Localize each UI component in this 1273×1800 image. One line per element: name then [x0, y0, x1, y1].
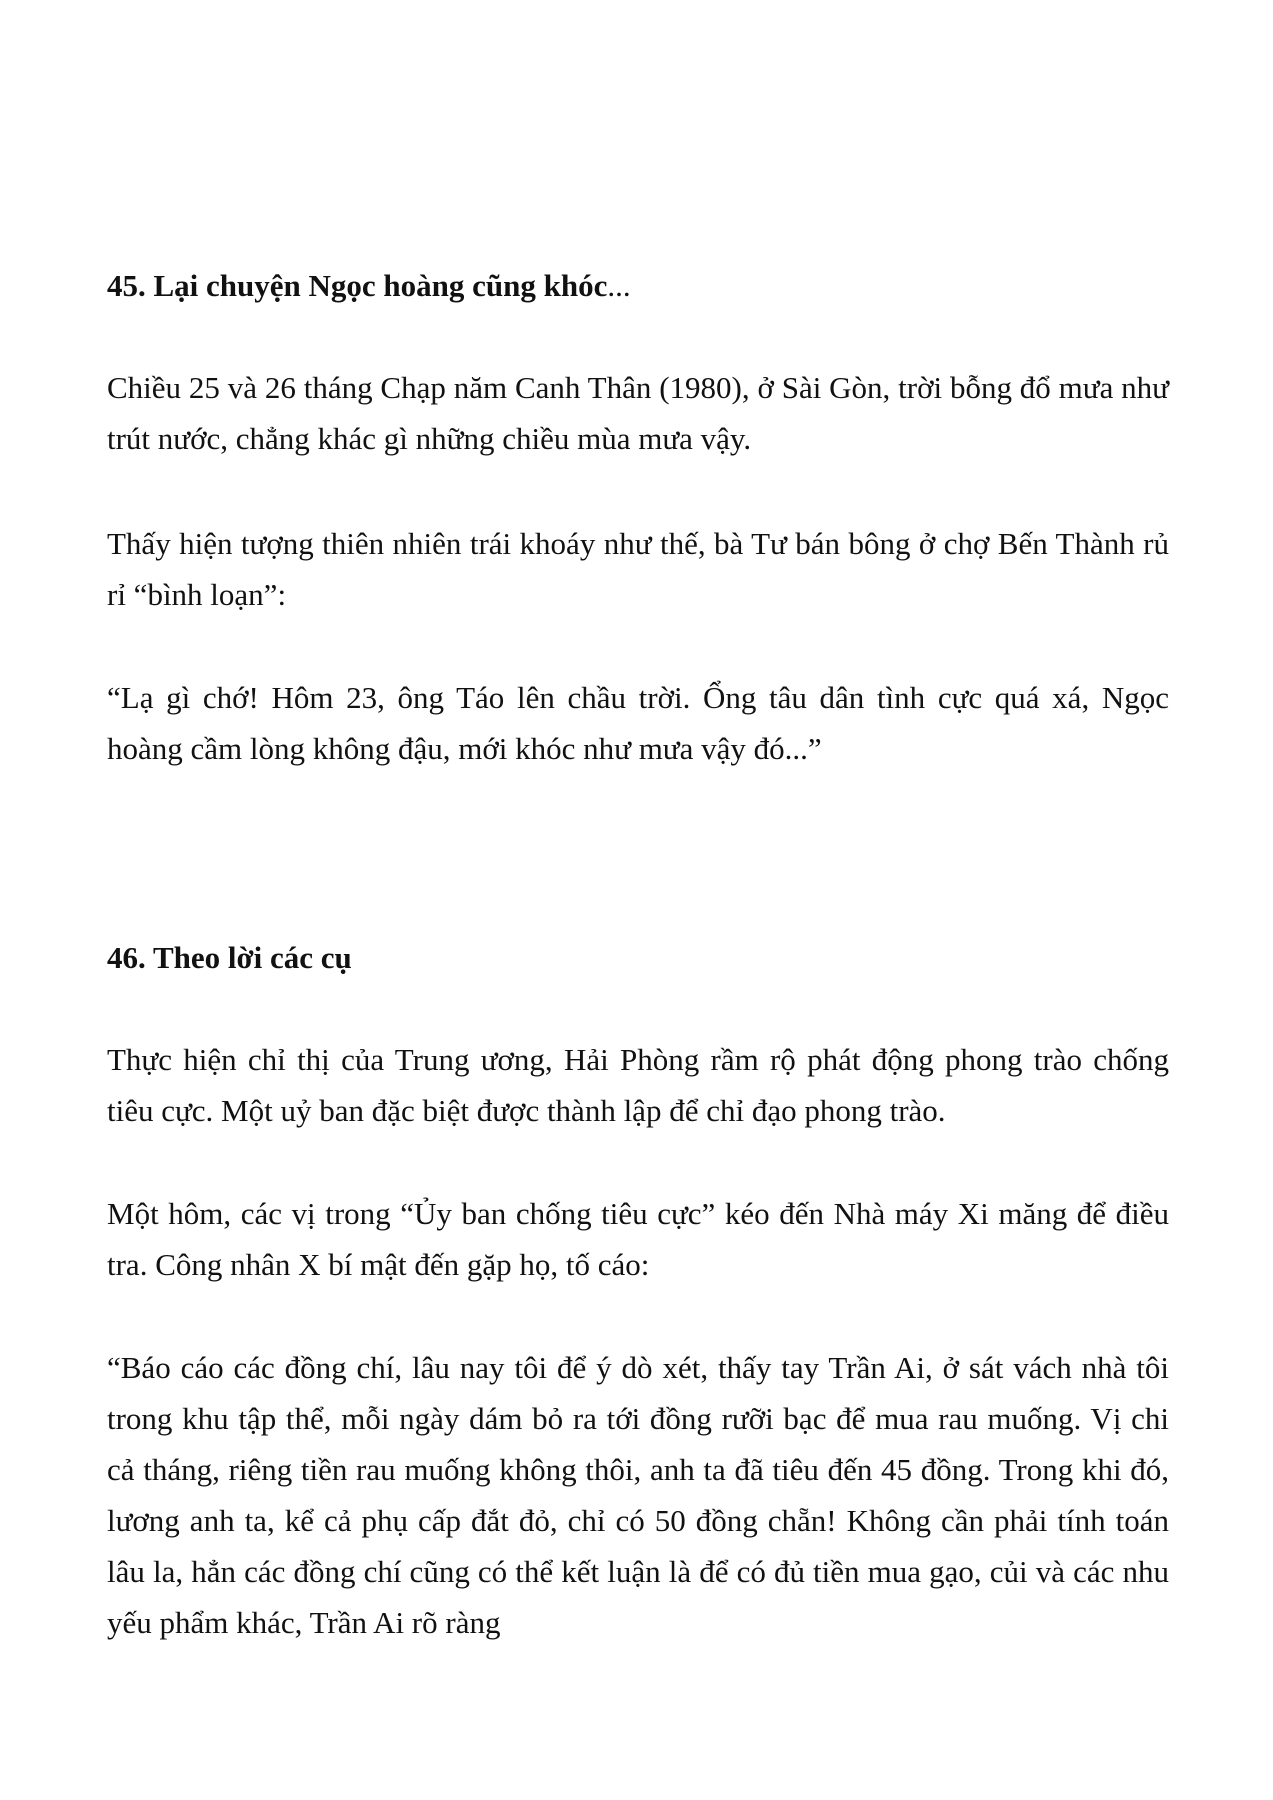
section-45-paragraph-3: “Lạ gì chớ! Hôm 23, ông Táo lên chầu trời. Ổng tâu dân tình cực quá xá, Ngọc hoàng cầm lòng không đậu, mới khóc như mưa vậy đó...” [107, 680, 1169, 766]
section-45-paragraph-2: Thấy hiện tượng thiên nhiên trái khoáy như thế, bà Tư bán bông ở chợ Bến Thành rủ rỉ “bình loạn”: [107, 526, 1169, 612]
section-46-paragraph-1: Thực hiện chỉ thị của Trung ương, Hải Phòng rầm rộ phát động phong trào chống tiêu cực. Một uỷ ban đặc biệt được thành lập để chỉ đạo phong trào. [107, 1042, 1169, 1128]
section-45-heading-ellipsis: ... [607, 268, 631, 303]
section-45-heading-title: 45. Lại chuyện Ngọc hoàng cũng khóc [107, 268, 608, 303]
section-45-paragraph-1: Chiều 25 và 26 tháng Chạp năm Canh Thân (1980), ở Sài Gòn, trời bỗng đổ mưa như trút nước, chẳng khác gì những chiều mùa mưa vậy. [107, 370, 1169, 456]
section-46-heading-title: 46. Theo lời các cụ [107, 940, 352, 975]
section-45-heading [107, 266, 631, 306]
section-46-heading [107, 938, 352, 978]
section-46-paragraph-2: Một hôm, các vị trong “Ủy ban chống tiêu cực” kéo đến Nhà máy Xi măng để điều tra. Công nhân X bí mật đến gặp họ, tố cáo: [107, 1196, 1169, 1282]
section-46-paragraph-3: “Báo cáo các đồng chí, lâu nay tôi để ý dò xét, thấy tay Trần Ai, ở sát vách nhà tôi trong khu tập thể, mỗi ngày dám bỏ ra tới đồng rưỡi bạc để mua rau muống. Vị chi cả tháng, riêng tiền rau muống không thôi, anh ta đã tiêu đến 45 đồng. Trong khi đó, lương anh ta, kể cả phụ cấp đắt đỏ, chỉ có 50 đồng chẵn! Không cần phải tính toán lâu la, hẳn các đồng chí cũng có thể kết luận là để có đủ tiền mua gạo, củi và các nhu yếu phẩm khác, Trần Ai rõ ràng [107, 1350, 1169, 1640]
